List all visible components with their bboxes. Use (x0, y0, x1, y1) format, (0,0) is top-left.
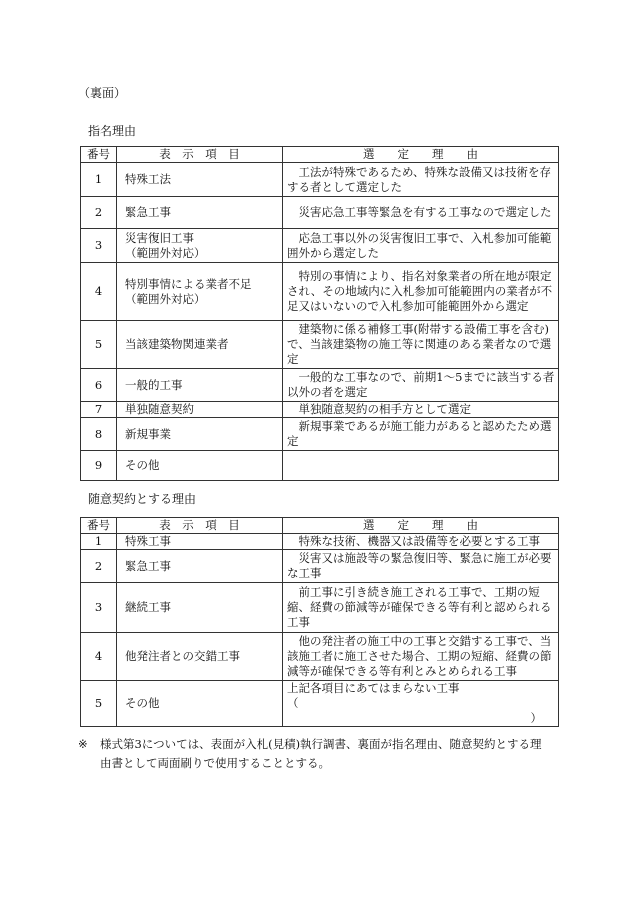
section2-title: 随意契約とする理由 (88, 492, 197, 506)
row-num: 5 (81, 321, 117, 369)
row-item: 一般的工事 (117, 369, 283, 402)
table-header-row (81, 147, 559, 163)
table-row (81, 550, 559, 583)
table-row (81, 163, 559, 197)
paren-close: ） (530, 711, 542, 725)
row-num: 6 (81, 369, 117, 402)
header-reason: 選 定 理 由 (283, 147, 559, 163)
row-reason: 工法が特殊であるため、特殊な設備又は技術を存する者として選定した (283, 163, 559, 197)
row-item: 特殊工事 (117, 534, 283, 550)
row-num: 8 (81, 418, 117, 451)
row-item: 単独随意契約 (117, 402, 283, 418)
table-row (81, 534, 559, 550)
row-reason (283, 451, 559, 481)
table-row (81, 681, 559, 727)
table-row (81, 369, 559, 402)
paren-open: （ (287, 696, 299, 710)
table-row (81, 418, 559, 451)
note-line-2: 由書として両面刷りで使用することとする。 (100, 756, 330, 770)
table-row (81, 229, 559, 263)
row-reason: 上記各項目にあてはまらない工事 （ ） (283, 681, 559, 727)
row-num: 5 (81, 681, 117, 727)
header-item: 表 示 項 目 (117, 518, 283, 534)
nomination-reason-table (80, 146, 559, 481)
header-item: 表 示 項 目 (117, 147, 283, 163)
row-reason: 一般的な工事なので、前期1～5までに該当する者以外の者を選定 (283, 369, 559, 402)
row-item: 他発注者との交錯工事 (117, 633, 283, 681)
row-num: 4 (81, 263, 117, 321)
row-item: その他 (117, 681, 283, 727)
row-item: 特殊工法 (117, 163, 283, 197)
row-num: 9 (81, 451, 117, 481)
back-side-label: （裏面） (78, 86, 127, 100)
row-reason: 建築物に係る補修工事(附帯する設備工事を含む)で、当該建築物の施工等に関連のある業者なので選定 (283, 321, 559, 369)
row-num: 3 (81, 229, 117, 263)
section1-title: 指名理由 (88, 124, 137, 138)
header-num: 番号 (81, 518, 117, 534)
table-row (81, 197, 559, 229)
row-item: 緊急工事 (117, 550, 283, 583)
header-num: 番号 (81, 147, 117, 163)
row-num: 3 (81, 583, 117, 633)
row-num: 4 (81, 633, 117, 681)
row-reason: 特殊な技術、機器又は設備等を必要とする工事 (283, 534, 559, 550)
row-reason: 新規事業であるが施工能力があると認めたため選定 (283, 418, 559, 451)
row-item: 災害復旧工事 （範囲外対応） (117, 229, 283, 263)
row-item: 新規事業 (117, 418, 283, 451)
table-header-row (81, 518, 559, 534)
table-row (81, 583, 559, 633)
table-row (81, 402, 559, 418)
row-item: その他 (117, 451, 283, 481)
note-line-1: 様式第3については、表面が入札(見積)執行調書、裏面が指名理由、随意契約とする理 (100, 737, 542, 751)
footnote (78, 735, 564, 773)
table-row (81, 263, 559, 321)
negotiated-contract-reason-table (80, 517, 559, 727)
row-item: 継続工事 (117, 583, 283, 633)
row-reason: 応急工事以外の災害復旧工事で、入札参加可能範囲外から選定した (283, 229, 559, 263)
row-num: 1 (81, 163, 117, 197)
row-num: 7 (81, 402, 117, 418)
row-reason: 前工事に引き続き施工される工事で、工期の短縮、経費の節減等が確保できる等有利と認められる工事 (283, 583, 559, 633)
row-reason: 災害応急工事等緊急を有する工事なので選定した (283, 197, 559, 229)
row-reason: 単独随意契約の相手方として選定 (283, 402, 559, 418)
row-item: 特別事情による業者不足 （範囲外対応） (117, 263, 283, 321)
row-num: 2 (81, 197, 117, 229)
row-reason: 特別の事情により、指名対象業者の所在地が限定され、その地域内に入札参加可能範囲内の業者が不足又はいないので入札参加可能範囲外から選定 (283, 263, 559, 321)
table-row (81, 451, 559, 481)
row-item: 当該建築物関連業者 (117, 321, 283, 369)
note-mark: ※ (78, 737, 88, 751)
row-num: 2 (81, 550, 117, 583)
row-item: 緊急工事 (117, 197, 283, 229)
header-reason: 選 定 理 由 (283, 518, 559, 534)
table-row (81, 633, 559, 681)
row-num: 1 (81, 534, 117, 550)
table-row (81, 321, 559, 369)
row-reason: 他の発注者の施工中の工事と交錯する工事で、当該施工者に施工させた場合、工期の短縮、経費の節減等が確保できる等有利とみとめられる工事 (283, 633, 559, 681)
row-reason: 災害又は施設等の緊急復旧等、緊急に施工が必要な工事 (283, 550, 559, 583)
